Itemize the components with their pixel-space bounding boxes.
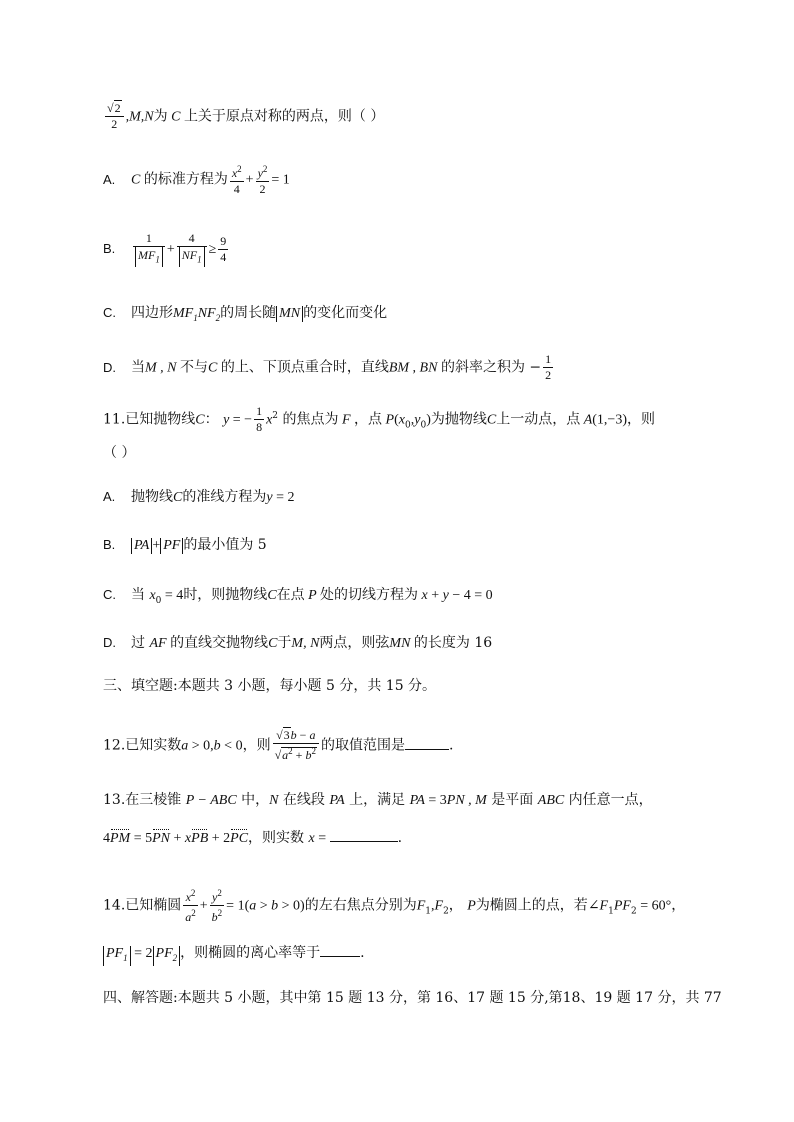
q10-option-d: D. 当M , N 不与C 的上、下顶点重合时，直线BM , BN 的斜率之积为 − $\frac{1}{2}$	[103, 352, 552, 382]
q11-option-b: B. PA + PF 的最小值为 5	[103, 537, 267, 553]
q11-option-a: A. 抛物线C的准线方程为y = 2	[103, 489, 295, 505]
q14-line2: $PF_1 = 2$ $PF_2$ ，则椭圆的离心率等于 .	[103, 944, 365, 966]
q12: 12.已知实数a > 0,b < 0，则 $\frac{√3b - a}{√a^2 + b^2}$ 的取值范围是 .	[103, 728, 454, 762]
q14-line1: 14.已知椭圆 $\frac{x^2}{a^2}$ + $\frac{y^2}{b^2}$ = 1(a > b > 0)的左右焦点分别为$F_1,F_2$， P为椭圆上的点，若$\angle F_1PF_2 = 60^\circ$，	[103, 888, 686, 924]
q11-stem: 11.已知抛物线C： y = − $\frac{1}{8}$ $x^2$ 的焦点为 F ，点 $P(x_0,y_0)$为抛物线C上一动点，点 A(1,−3)，则	[103, 404, 655, 434]
section-4-title: 四、解答题:本题共 5 小题，其中第 15 题 13 分，第 16、17 题 15 分,第18、19 题 17 分，共 77	[103, 990, 722, 1006]
section-3-title: 三、填空题:本题共 3 小题，每小题 5 分，共 15 分。	[103, 678, 437, 694]
q11-option-c: C. 当 $x_0 = 4$时，则抛物线C在点 P 处的切线方程为 x + y − 4 = 0	[103, 587, 493, 606]
q10-option-c: C. 四边形$MF_1NF_2$的周长随 MN 的变化而变化	[103, 305, 388, 323]
q11-paren: （ ）	[103, 445, 136, 461]
q13-line2: 4PM = 5PN + xPB + 2PC，则实数 x = .	[103, 830, 403, 846]
q11-option-d: D. 过 AF 的直线交抛物线C于M, N两点，则弦MN 的长度为 16	[103, 635, 493, 651]
root2-over-2: $\frac{√2}{2}$	[105, 101, 124, 132]
q10-option-b: B. $\frac{1}{MF_1}$ + $\frac{4}{NF_1}$ ≥ $\frac{9}{4}$	[103, 231, 230, 267]
q10-stem-tail: $\frac{√2}{2}$ ,M,N为 C 上关于原点对称的两点，则（ ）	[107, 101, 385, 131]
q13-line1: 13.在三棱锥 P − ABC 中，N 在线段 PA 上，满足 PA = 3PN , M 是平面 ABC 内任意一点，	[103, 792, 653, 808]
q10-option-a: A. C 的标准方程为 $\frac{x^2}{4}$ + $\frac{y^2}{2}$ = 1	[103, 164, 290, 196]
